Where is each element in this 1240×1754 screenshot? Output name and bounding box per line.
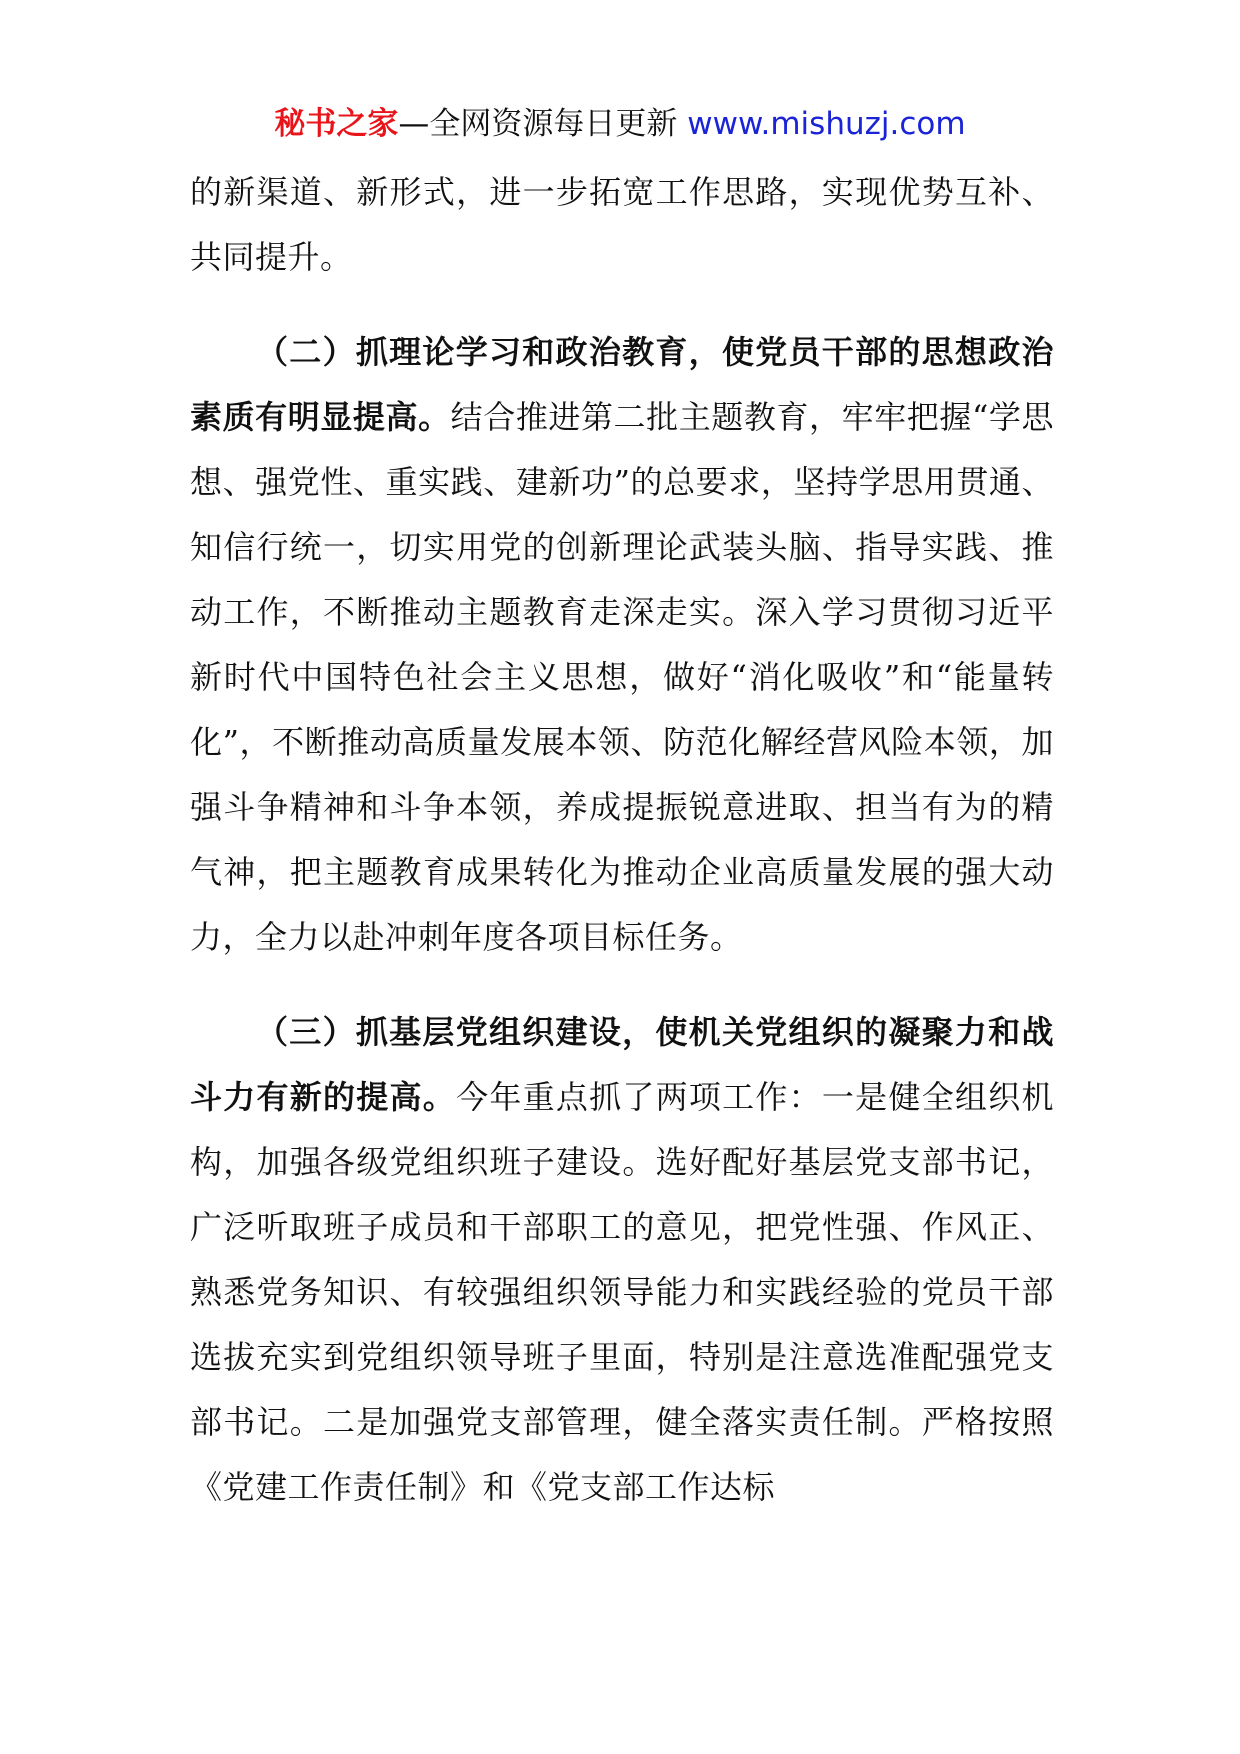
paragraph-text: 的新渠道、新形式，进一步拓宽工作思路，实现优势互补、共同提升。 (190, 173, 1054, 276)
paragraph-text: 今年重点抓了两项工作：一是健全组织机构，加强各级党组织班子建设。选好配好基层党支部书记，广泛听取班子成员和干部职工的意见，把党性强、作风正、熟悉党务知识、有较强组织领导能力和实践经验的党员干部选拔充实到党组织领导班子里面，特别是注意选准配强党支部书记。二是加强党支部管理，健全落实责任制。严格按照《党建工作责任制》和《党支部工作达标 (190, 1078, 1054, 1506)
site-url-link[interactable]: www.mishuzj.com (687, 106, 966, 142)
site-brand: 秘书之家 (274, 106, 399, 142)
paragraph-continuation (190, 160, 1054, 290)
section-heading: （三）抓基层党组织建设，使机关党组织的凝聚力和战斗力有新的提高。 (190, 1013, 1054, 1116)
site-header (0, 100, 1240, 148)
paragraph-text: 结合推进第二批主题教育，牢牢把握“学思想、强党性、重实践、建新功”的总要求，坚持学思用贯通、知信行统一，切实用党的创新理论武装头脑、指导实践、推动工作，不断推动主题教育走深走实。深入学习贯彻习近平新时代中国特色社会主义思想，做好“消化吸收”和“能量转化”，不断推动高质量发展本领、防范化解经营风险本领，加强斗争精神和斗争本领，养成提振锐意进取、担当有为的精气神，把主题教育成果转化为推动企业高质量发展的强大动力，全力以赴冲刺年度各项目标任务。 (190, 398, 1054, 956)
paragraph-section-3 (190, 1000, 1054, 1520)
document-body (190, 160, 1054, 1520)
section-heading: （二）抓理论学习和政治教育，使党员干部的思想政治素质有明显提高。 (190, 333, 1054, 436)
paragraph-section-2 (190, 320, 1054, 970)
site-tagline: —全网资源每日更新 (398, 106, 678, 142)
